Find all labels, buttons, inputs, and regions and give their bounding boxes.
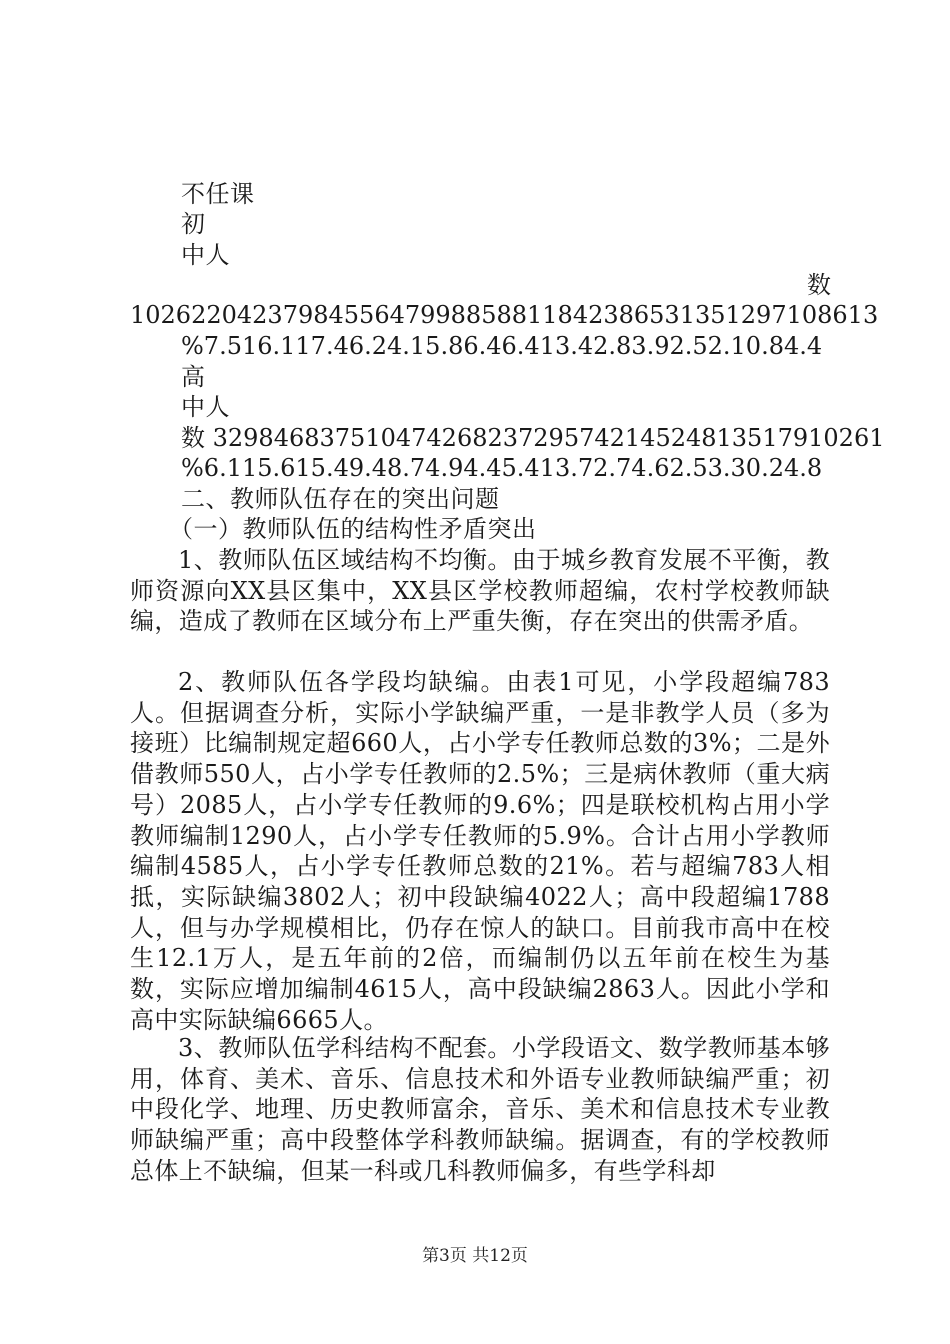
paragraph-1	[130, 545, 830, 637]
section-heading: 二、教师队伍存在的突出问题	[181, 485, 500, 513]
table-cell-junior-people: 中人	[181, 241, 230, 269]
paragraph-3	[130, 1033, 830, 1187]
paragraph-2-text: 2、教师队伍各学段均缺编。由表1可见，小学段超编783人。但据调查分析，实际小学缺编严重，一是非教学人员（多为接班）比编制规定超660人，占小学专任教师总数的3%；二是外借教师550人，占小学专任教师的2.5%；三是病休教师（重大病号）2085人，占小学专任教师的9.6%；四是联校机构占用小学教师编制1290人，占小学专任教师的5.9%。合计占用小学教师编制4585人，占小学专任教师总数的21%。若与超编783人相抵，实际缺编3802人；初中段缺编4022人；高中段超编1788人，但与办学规模相比，仍存在惊人的缺口。目前我市高中在校生12.1万人，是五年前的2倍，而编制仍以五年前在校生为基数，实际应增加编制4615人，高中段缺编2863人。因此小学和高中实际缺编6665人。	[130, 668, 830, 1034]
paragraph-3-text: 3、教师队伍学科结构不配套。小学段语文、数学教师基本够用，体育、美术、音乐、信息技术和外语专业教师缺编严重；初中段化学、地理、历史教师富余，音乐、美术和信息技术专业教师缺编严重；高中段整体学科教师缺编。据调查，有的学校教师总体上不缺编，但某一科或几科教师偏多，有些学科却	[130, 1034, 830, 1185]
table-cell-junior: 初	[181, 210, 206, 238]
table-row-junior-counts: 1026220423798455647998858811842386531351297108613	[130, 301, 879, 329]
table-cell-senior-people: 中人	[181, 393, 230, 421]
page-footer: 第3页 共12页	[422, 1246, 528, 1266]
table-cell-count-label: 数	[807, 271, 832, 299]
table-cell-not-teaching: 不任课	[181, 180, 255, 208]
table-row-senior-counts: 数 3298468375104742682372957421452481351791026​1	[181, 424, 885, 452]
paragraph-1-text: 1、教师队伍区域结构不均衡。由于城乡教育发展不平衡，教师资源向XX县区集中，XX县区学校教师超编，农村学校教师缺编，造成了教师在区域分布上严重失衡，存在突出的供需矛盾。	[130, 546, 830, 636]
paragraph-2	[130, 667, 830, 1035]
table-row-junior-percents: %7.516.117.46.24.15.86.46.413.42.83.92.52.10.84.4	[181, 332, 823, 360]
table-cell-senior: 高	[181, 363, 206, 391]
table-row-senior-percents: %6.115.615.49.48.74.94.45.413.72.74.62.53.30.24.8	[181, 454, 823, 482]
section-subheading: （一）教师队伍的结构性矛盾突出	[169, 515, 537, 543]
